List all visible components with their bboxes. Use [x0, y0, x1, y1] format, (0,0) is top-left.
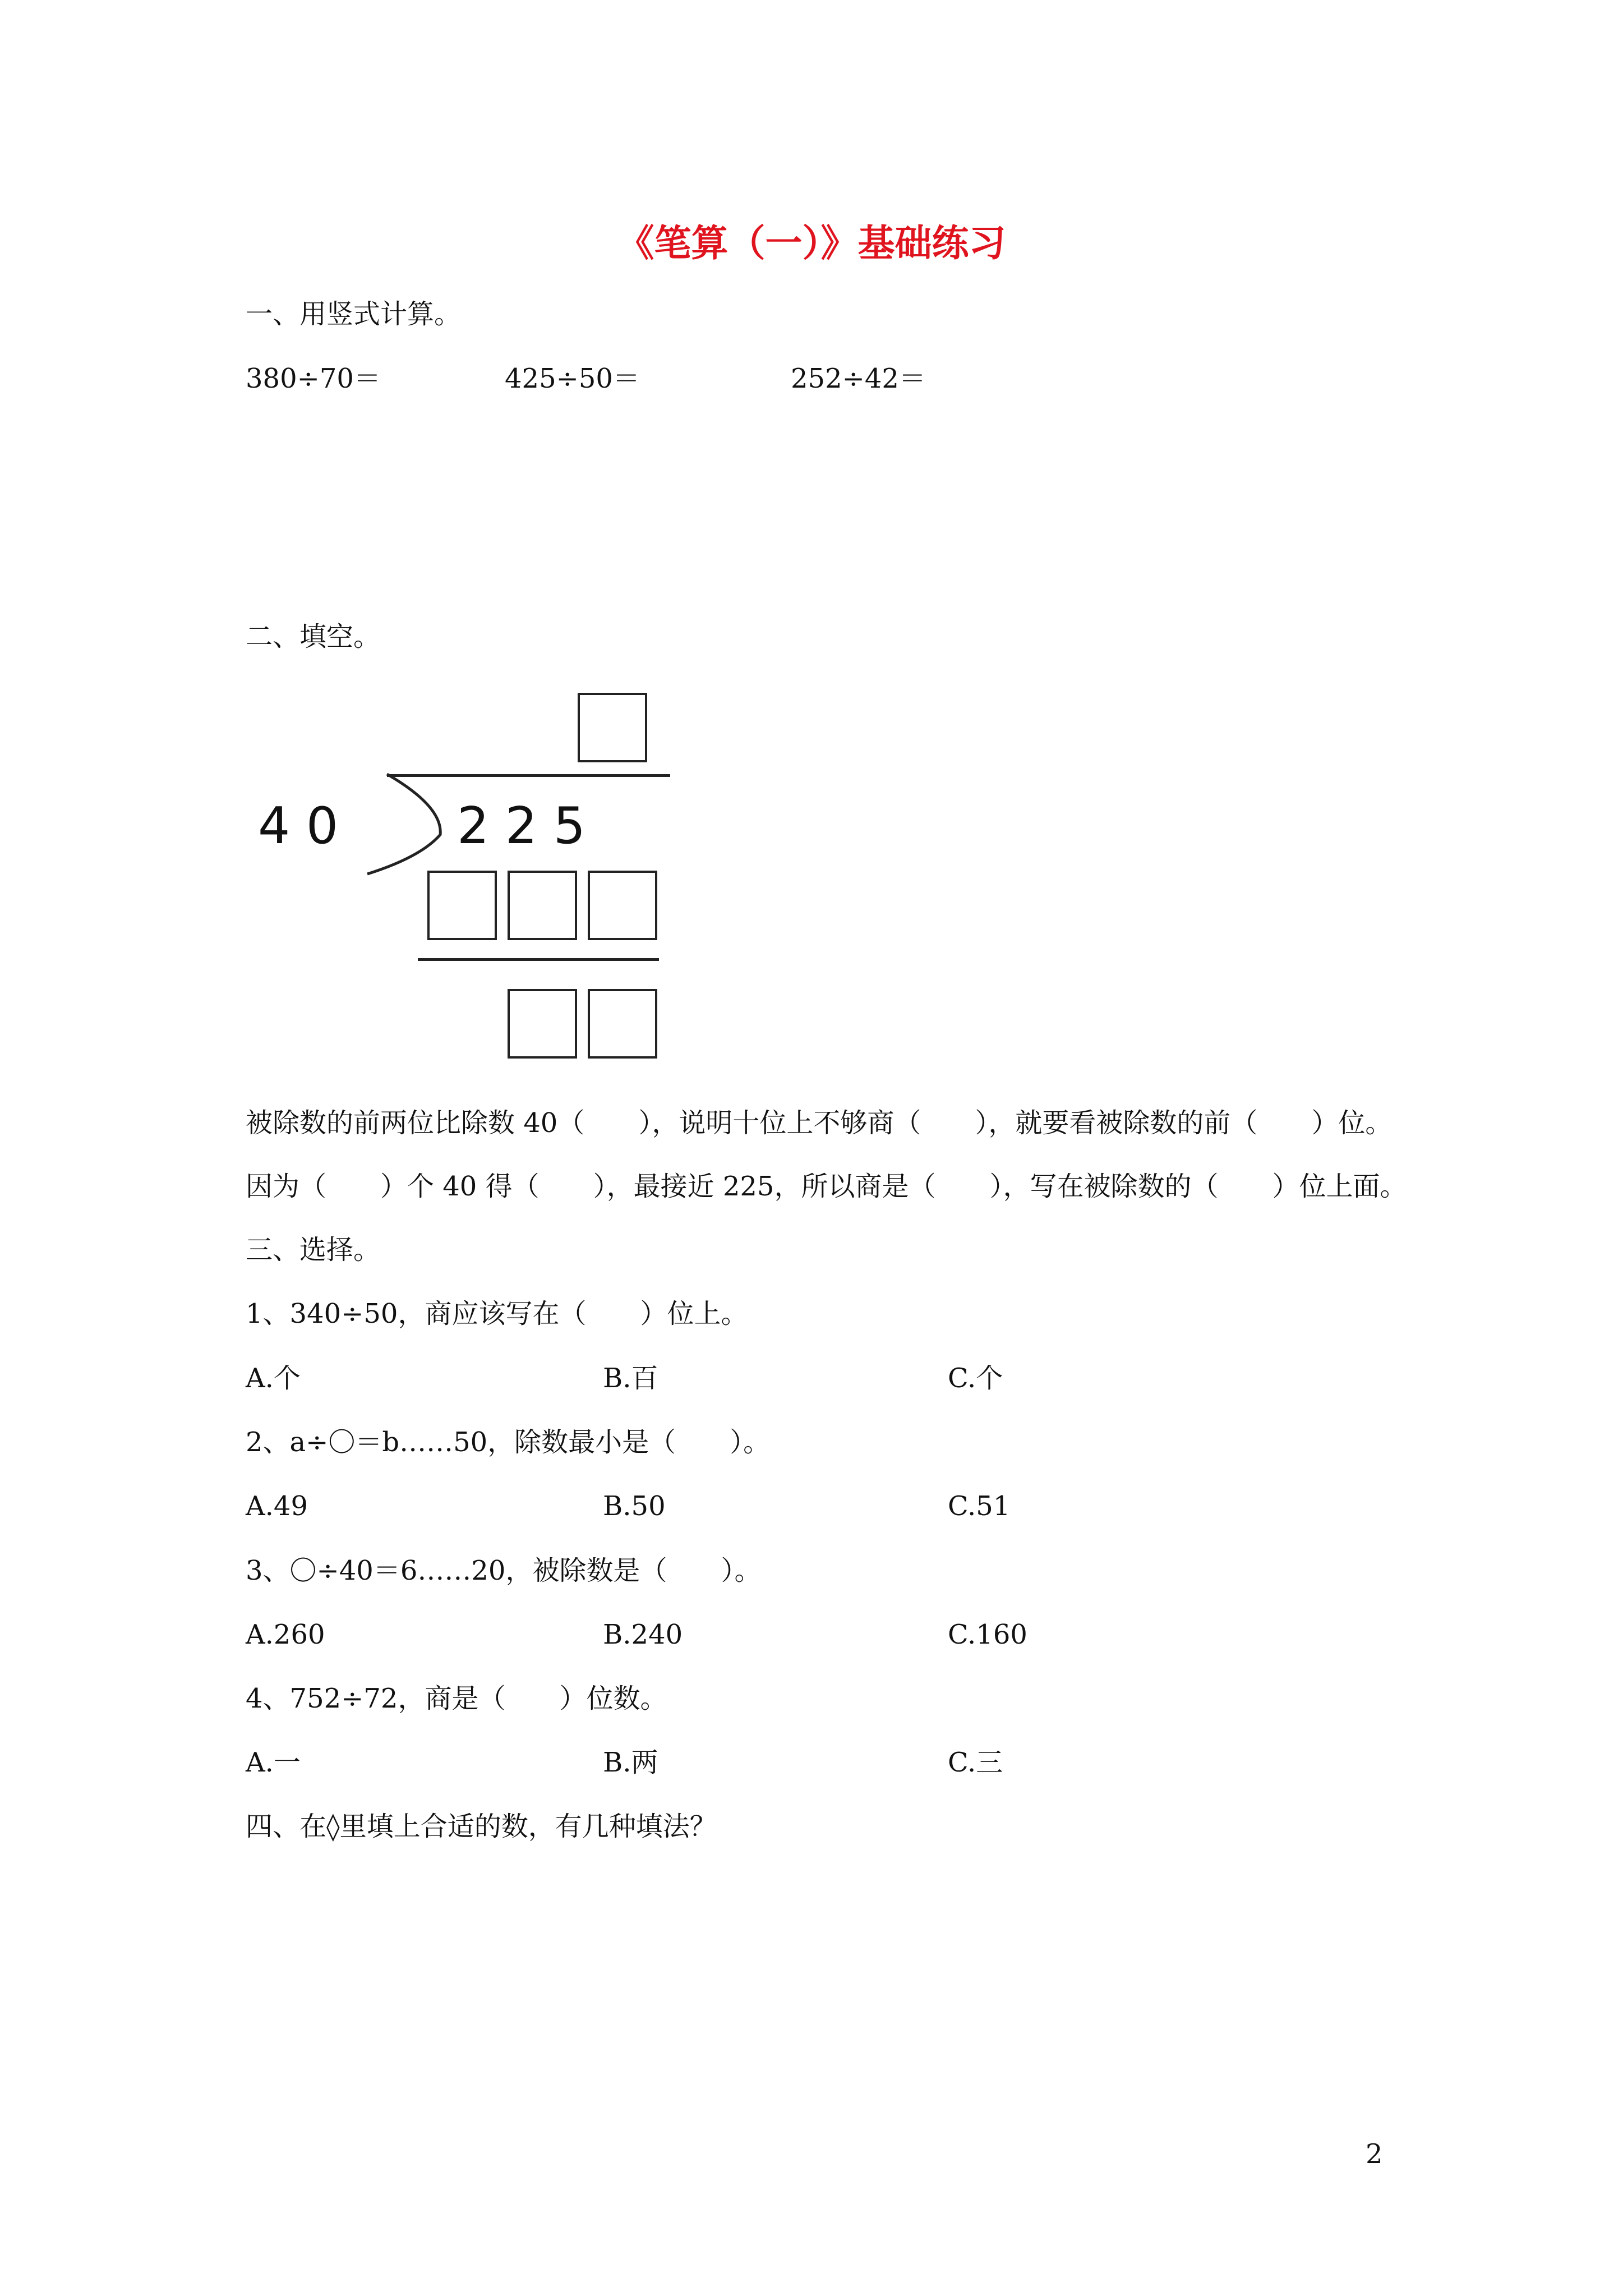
dividend: 2 2 5	[457, 797, 585, 855]
q3-option-b[interactable]: B.240	[603, 1619, 683, 1650]
q1-option-b[interactable]: B.百	[603, 1363, 658, 1394]
q2-option-c[interactable]: C.51	[948, 1490, 1011, 1522]
q4-option-c[interactable]: C.三	[948, 1747, 1003, 1778]
product-box-3[interactable]	[588, 871, 657, 940]
problem-2: 425÷50＝	[505, 363, 640, 394]
q3-option-c[interactable]: C.160	[948, 1619, 1027, 1650]
quotient-box[interactable]	[578, 693, 647, 762]
subtraction-bar	[418, 958, 659, 961]
problem-1: 380÷70＝	[246, 363, 381, 394]
question-3: 3、〇÷40＝6……20，被除数是（ ）。	[246, 1555, 762, 1586]
product-box-1[interactable]	[427, 871, 497, 940]
page-number: 2	[1366, 2138, 1383, 2170]
remainder-box-1[interactable]	[508, 989, 577, 1059]
q1-option-a[interactable]: A.个	[246, 1363, 301, 1394]
q1-option-c[interactable]: C.个	[948, 1363, 1003, 1394]
problem-3: 252÷42＝	[791, 363, 926, 394]
q3-option-a[interactable]: A.260	[246, 1619, 325, 1650]
divisor: 4 0	[258, 797, 339, 855]
fill-line-1: 被除数的前两位比除数 40（ ），说明十位上不够商（ ），就要看被除数的前（ ）位。	[246, 1107, 1393, 1139]
q4-option-b[interactable]: B.两	[603, 1747, 658, 1778]
section1-heading: 一、用竖式计算。	[246, 298, 462, 330]
division-bracket	[359, 773, 443, 885]
section2-heading: 二、填空。	[246, 621, 381, 652]
question-4: 4、752÷72，商是（ ）位数。	[246, 1683, 667, 1714]
q4-option-a[interactable]: A.一	[246, 1747, 301, 1778]
question-2: 2、a÷〇＝b……50，除数最小是（ ）。	[246, 1427, 771, 1458]
remainder-box-2[interactable]	[588, 989, 657, 1059]
fill-line-2: 因为（ ）个 40 得（ ），最接近 225，所以商是（ ），写在被除数的（ ）位上面。	[246, 1171, 1407, 1202]
q2-option-a[interactable]: A.49	[246, 1490, 308, 1522]
page-title: 《笔算（一）》基础练习	[617, 221, 1006, 265]
section4-heading: 四、在◊里填上合适的数，有几种填法？	[246, 1811, 717, 1842]
question-1: 1、340÷50，商应该写在（ ）位上。	[246, 1298, 748, 1329]
product-box-2[interactable]	[508, 871, 577, 940]
q2-option-b[interactable]: B.50	[603, 1490, 666, 1522]
section3-heading: 三、选择。	[246, 1234, 381, 1266]
